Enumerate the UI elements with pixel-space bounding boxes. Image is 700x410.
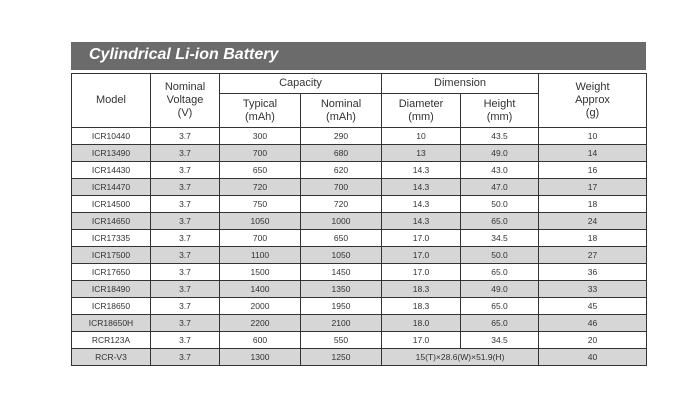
cell-model: RCR-V3 bbox=[72, 349, 151, 366]
cell-typical: 2200 bbox=[220, 315, 301, 332]
header-capacity: Capacity bbox=[220, 74, 382, 94]
cell-weight: 17 bbox=[539, 179, 647, 196]
cell-nominal: 700 bbox=[301, 179, 382, 196]
cell-weight: 18 bbox=[539, 196, 647, 213]
cell-dimension: 15(T)×28.6(W)×51.9(H) bbox=[382, 349, 539, 366]
table-row bbox=[72, 213, 647, 230]
header-typical-capacity: Typical (mAh) bbox=[220, 94, 301, 128]
cell-model: ICR14500 bbox=[72, 196, 151, 213]
cell-height: 50.0 bbox=[461, 196, 539, 213]
cell-voltage: 3.7 bbox=[151, 247, 220, 264]
cell-model: ICR17650 bbox=[72, 264, 151, 281]
cell-voltage: 3.7 bbox=[151, 281, 220, 298]
cell-typical: 300 bbox=[220, 128, 301, 145]
cell-typical: 2000 bbox=[220, 298, 301, 315]
page-title: Cylindrical Li-ion Battery bbox=[89, 46, 279, 63]
cell-nominal: 1450 bbox=[301, 264, 382, 281]
cell-voltage: 3.7 bbox=[151, 162, 220, 179]
cell-height: 65.0 bbox=[461, 315, 539, 332]
cell-weight: 45 bbox=[539, 298, 647, 315]
cell-height: 49.0 bbox=[461, 281, 539, 298]
table-row bbox=[72, 145, 647, 162]
cell-height: 49.0 bbox=[461, 145, 539, 162]
cell-typical: 720 bbox=[220, 179, 301, 196]
header-dimension: Dimension bbox=[382, 74, 539, 94]
cell-nominal: 620 bbox=[301, 162, 382, 179]
cell-typical: 700 bbox=[220, 145, 301, 162]
title-bar bbox=[71, 42, 646, 70]
cell-height: 65.0 bbox=[461, 264, 539, 281]
cell-model: ICR14470 bbox=[72, 179, 151, 196]
cell-weight: 40 bbox=[539, 349, 647, 366]
cell-voltage: 3.7 bbox=[151, 179, 220, 196]
table-body bbox=[72, 128, 647, 366]
cell-typical: 1500 bbox=[220, 264, 301, 281]
cell-voltage: 3.7 bbox=[151, 230, 220, 247]
header-weight: Weight Approx (g) bbox=[539, 74, 647, 128]
cell-voltage: 3.7 bbox=[151, 264, 220, 281]
table-row bbox=[72, 298, 647, 315]
table-row bbox=[72, 196, 647, 213]
cell-diameter: 17.0 bbox=[382, 247, 461, 264]
cell-voltage: 3.7 bbox=[151, 145, 220, 162]
cell-nominal: 1000 bbox=[301, 213, 382, 230]
cell-diameter: 14.3 bbox=[382, 179, 461, 196]
cell-nominal: 1350 bbox=[301, 281, 382, 298]
cell-diameter: 13 bbox=[382, 145, 461, 162]
cell-height: 43.5 bbox=[461, 128, 539, 145]
table-row bbox=[72, 230, 647, 247]
cell-diameter: 14.3 bbox=[382, 162, 461, 179]
cell-nominal: 2100 bbox=[301, 315, 382, 332]
header-height: Height (mm) bbox=[461, 94, 539, 128]
cell-model: ICR18650 bbox=[72, 298, 151, 315]
cell-typical: 750 bbox=[220, 196, 301, 213]
battery-spec-table bbox=[71, 73, 647, 366]
cell-voltage: 3.7 bbox=[151, 213, 220, 230]
table-row bbox=[72, 315, 647, 332]
cell-model: ICR18490 bbox=[72, 281, 151, 298]
table-row bbox=[72, 179, 647, 196]
cell-height: 65.0 bbox=[461, 298, 539, 315]
cell-nominal: 290 bbox=[301, 128, 382, 145]
table-row bbox=[72, 128, 647, 145]
header-diameter: Diameter (mm) bbox=[382, 94, 461, 128]
cell-diameter: 18.0 bbox=[382, 315, 461, 332]
cell-height: 65.0 bbox=[461, 213, 539, 230]
table-row bbox=[72, 349, 647, 366]
cell-diameter: 14.3 bbox=[382, 213, 461, 230]
cell-model: ICR13490 bbox=[72, 145, 151, 162]
cell-weight: 24 bbox=[539, 213, 647, 230]
cell-height: 34.5 bbox=[461, 230, 539, 247]
cell-height: 47.0 bbox=[461, 179, 539, 196]
cell-height: 43.0 bbox=[461, 162, 539, 179]
cell-diameter: 17.0 bbox=[382, 230, 461, 247]
cell-model: ICR17500 bbox=[72, 247, 151, 264]
cell-voltage: 3.7 bbox=[151, 332, 220, 349]
cell-weight: 20 bbox=[539, 332, 647, 349]
cell-nominal: 680 bbox=[301, 145, 382, 162]
cell-weight: 10 bbox=[539, 128, 647, 145]
cell-model: RCR123A bbox=[72, 332, 151, 349]
cell-diameter: 14.3 bbox=[382, 196, 461, 213]
cell-typical: 700 bbox=[220, 230, 301, 247]
cell-height: 50.0 bbox=[461, 247, 539, 264]
cell-typical: 1100 bbox=[220, 247, 301, 264]
cell-diameter: 17.0 bbox=[382, 264, 461, 281]
header-nominal-capacity: Nominal (mAh) bbox=[301, 94, 382, 128]
cell-nominal: 550 bbox=[301, 332, 382, 349]
cell-diameter: 18.3 bbox=[382, 298, 461, 315]
cell-model: ICR10440 bbox=[72, 128, 151, 145]
cell-nominal: 1250 bbox=[301, 349, 382, 366]
table-row bbox=[72, 264, 647, 281]
cell-weight: 18 bbox=[539, 230, 647, 247]
cell-typical: 650 bbox=[220, 162, 301, 179]
cell-diameter: 18.3 bbox=[382, 281, 461, 298]
cell-voltage: 3.7 bbox=[151, 349, 220, 366]
header-nominal-voltage: Nominal Voltage (V) bbox=[151, 74, 220, 128]
cell-typical: 1050 bbox=[220, 213, 301, 230]
cell-model: ICR18650H bbox=[72, 315, 151, 332]
cell-weight: 16 bbox=[539, 162, 647, 179]
table-row bbox=[72, 332, 647, 349]
cell-weight: 33 bbox=[539, 281, 647, 298]
cell-typical: 1400 bbox=[220, 281, 301, 298]
cell-voltage: 3.7 bbox=[151, 298, 220, 315]
cell-nominal: 1950 bbox=[301, 298, 382, 315]
table-row bbox=[72, 162, 647, 179]
cell-nominal: 720 bbox=[301, 196, 382, 213]
cell-typical: 1300 bbox=[220, 349, 301, 366]
table-row bbox=[72, 247, 647, 264]
cell-weight: 36 bbox=[539, 264, 647, 281]
cell-model: ICR17335 bbox=[72, 230, 151, 247]
cell-voltage: 3.7 bbox=[151, 196, 220, 213]
cell-diameter: 17.0 bbox=[382, 332, 461, 349]
cell-weight: 46 bbox=[539, 315, 647, 332]
cell-model: ICR14430 bbox=[72, 162, 151, 179]
cell-nominal: 1050 bbox=[301, 247, 382, 264]
cell-voltage: 3.7 bbox=[151, 315, 220, 332]
cell-model: ICR14650 bbox=[72, 213, 151, 230]
cell-weight: 14 bbox=[539, 145, 647, 162]
cell-typical: 600 bbox=[220, 332, 301, 349]
cell-diameter: 10 bbox=[382, 128, 461, 145]
header-model: Model bbox=[72, 74, 151, 128]
cell-voltage: 3.7 bbox=[151, 128, 220, 145]
cell-weight: 27 bbox=[539, 247, 647, 264]
cell-nominal: 650 bbox=[301, 230, 382, 247]
cell-height: 34.5 bbox=[461, 332, 539, 349]
table-row bbox=[72, 281, 647, 298]
